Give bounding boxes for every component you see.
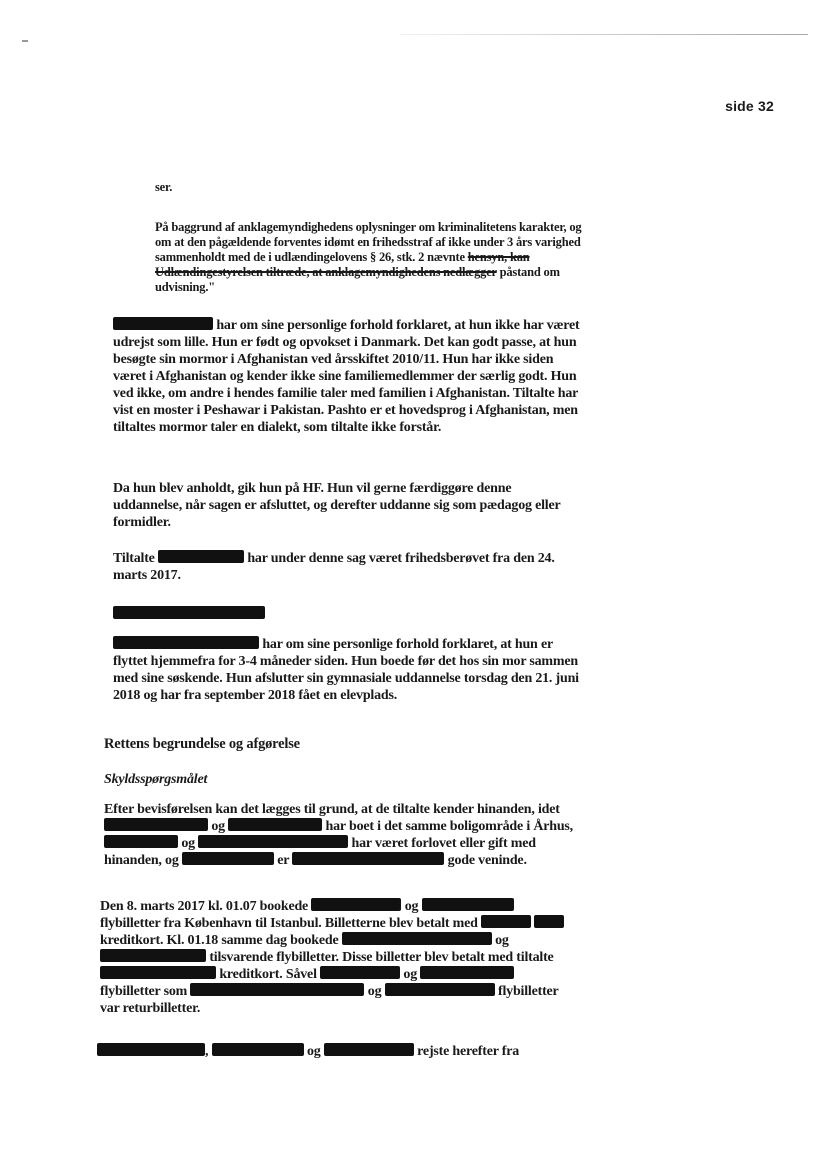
- redaction-bar: [100, 966, 216, 979]
- paragraph-text: kreditkort. Såvel: [219, 967, 317, 982]
- redaction-bar: [342, 932, 492, 945]
- paragraph-text: har været forlovet eller gift med hinanden, og: [104, 836, 536, 868]
- paragraph-text: flybilletter som: [100, 984, 188, 999]
- redaction-bar: [534, 915, 564, 928]
- quote-ser: ser.: [155, 180, 173, 194]
- redaction-bar: [292, 852, 444, 865]
- paragraph-text: tilsvarende flybilletter. Disse billetter blev betalt med tiltalte: [209, 950, 554, 965]
- paragraph-text: og: [211, 819, 225, 834]
- redaction-bar: [182, 852, 274, 865]
- paragraph-text: ,: [205, 1044, 209, 1059]
- education-paragraph: Da hun blev anholdt, gik hun på HF. Hun vil gerne færdiggøre denne uddannelse, når sagen er afsluttet, og derefter uddanne sig som pædagog eller formidler.: [113, 481, 561, 530]
- paragraph-text: flybilletter fra København til Istanbul. Billetterne blev betalt med: [100, 916, 478, 931]
- scan-speck: [22, 40, 28, 42]
- redaction-bar: [104, 818, 208, 831]
- redaction-bar: [481, 915, 531, 928]
- paragraph-text: og: [403, 967, 417, 982]
- paragraph-text: Tiltalte: [113, 551, 155, 566]
- paragraph-text: og: [367, 984, 382, 999]
- section-subheading: Skyldsspørgsmålet: [104, 772, 208, 787]
- paragraph-text: har om sine personlige forhold forklaret, at hun er flyttet hjemmefra for 3-4 måneder siden. Hun boede før det hos sin mor sammen med sine søskende. Hun afslutter sin gymnasiale uddannelse torsdag den 21. juni 2018 og har fra september 2018 fået en elevplads.: [113, 637, 579, 703]
- redaction-bar: [311, 898, 401, 911]
- custody-paragraph: [113, 550, 583, 584]
- paragraph-text: har under denne sag været frihedsberøvet fra den 24. marts 2017.: [113, 551, 555, 583]
- quote-struck-text: hensyn, kan Udlændingestyrelsen tiltræde, at anklagemyndighedens nedlægger: [155, 250, 530, 279]
- booking-paragraph: [100, 898, 572, 1017]
- redaction-bar: [113, 317, 213, 330]
- redaction-bar: [420, 966, 514, 979]
- redaction-bar: [104, 835, 178, 848]
- quote-paragraph: [155, 220, 585, 295]
- redaction-bar: [422, 898, 514, 911]
- redaction-bar: [198, 835, 348, 848]
- scan-artifact-line: [400, 34, 808, 35]
- acquaintance-paragraph: [104, 801, 574, 869]
- paragraph-text: Den 8. marts 2017 kl. 01.07 bookede: [100, 899, 309, 914]
- paragraph-text: og: [181, 836, 195, 851]
- quote-main-text: På baggrund af anklagemyndighedens oplysninger om kriminalitetens karakter, og om at den pågældende forventes idømt en frihedsstraf af ikke under 3 års varighed sammenholdt med de i udlændingelovens § 26, stk. 2 nævnte: [155, 220, 582, 264]
- redaction-bar: [97, 1043, 205, 1056]
- paragraph-text: Efter bevisførelsen kan det lægges til grund, at de tiltalte kender hinanden, idet: [104, 802, 560, 817]
- paragraph-text: og: [306, 1044, 321, 1059]
- redaction-bar: [385, 983, 495, 996]
- redaction-bar: [100, 949, 206, 962]
- paragraph-text: flybilletter var returbilletter.: [100, 984, 559, 1016]
- paragraph-text: er: [277, 853, 290, 868]
- redaction-bar: [190, 983, 364, 996]
- personal-circumstances-paragraph-2: [113, 636, 583, 704]
- redaction-bar: [320, 966, 400, 979]
- quote-end-text: påstand om udvisning.": [155, 265, 560, 294]
- paragraph-text: og: [495, 933, 509, 948]
- paragraph-text: gode veninde.: [447, 853, 527, 868]
- redaction-bar: [113, 636, 259, 649]
- redaction-bar: [113, 606, 265, 619]
- paragraph-text: har boet i det samme boligområde i Århus,: [325, 819, 573, 834]
- redaction-bar: [158, 550, 244, 563]
- paragraph-text: kreditkort. Kl. 01.18 samme dag bookede: [100, 933, 339, 948]
- redaction-bar: [228, 818, 322, 831]
- section-heading: Rettens begrundelse og afgørelse: [104, 736, 300, 752]
- personal-circumstances-paragraph-1: [113, 317, 583, 436]
- travel-paragraph: [97, 1043, 577, 1060]
- paragraph-text: har om sine personlige forhold forklaret, at hun ikke har været udrejst som lille. Hun er født og opvokset i Danmark. Det kan godt passe, at hun besøgte sin mormor i Afghanistan ved årsskiftet 2010/11. Hun har ikke siden været i Afghanistan og kender ikke sine familiemedlemmer der særlig godt. Hun ved ikke, om andre i hendes familie taler med familien i Afghanistan. Tiltalte har vist en moster i Peshawar i Pakistan. Pashto er et hovedsprog i Afghanistan, men tiltaltes mormor taler en dialekt, som tiltalte ikke forstår.: [113, 318, 580, 435]
- page-number: side 32: [725, 98, 774, 114]
- paragraph-text: og: [404, 899, 419, 914]
- paragraph-text: rejste herefter fra: [417, 1044, 520, 1059]
- redaction-bar: [324, 1043, 414, 1056]
- redaction-bar: [212, 1043, 304, 1056]
